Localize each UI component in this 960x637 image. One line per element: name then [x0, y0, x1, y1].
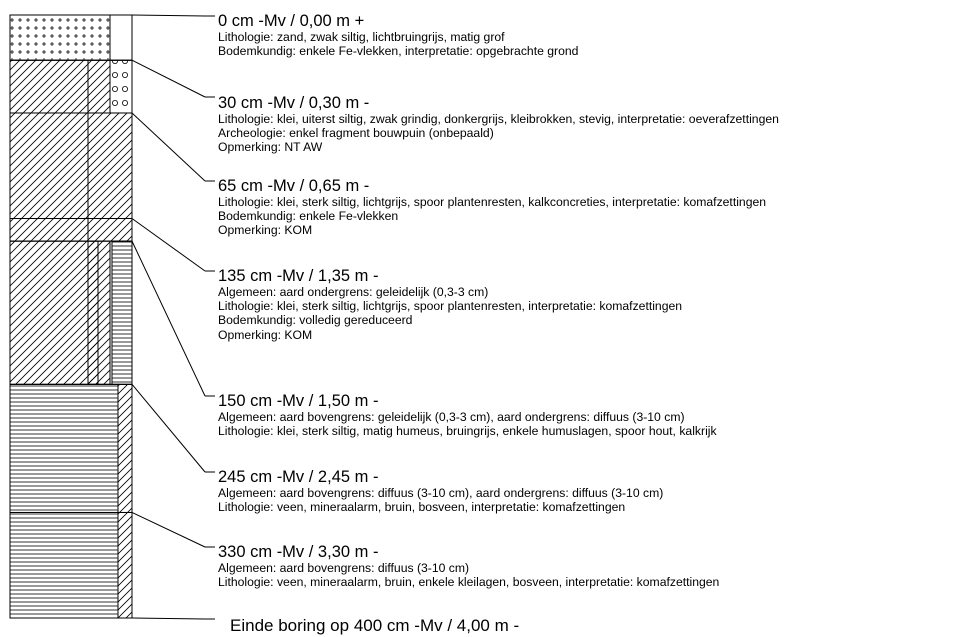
layer-description [218, 392, 960, 438]
depth-label: 135 cm -Mv / 1,35 m - [218, 267, 379, 285]
leader-line [132, 219, 205, 271]
peat-side-block [118, 384, 132, 512]
silt-block [88, 60, 110, 113]
description-line: Lithologie: klei, uiterst siltig, zwak grindig, donkergrijs, kleibrokken, stevig, interpretatie: oeverafzettingen [218, 112, 779, 126]
leader-line [132, 512, 205, 547]
layer-description [218, 543, 960, 589]
silt-block [88, 113, 132, 219]
description-line: Lithologie: klei, sterk siltig, matig humeus, bruingrijs, enkele humuslagen, spoor hout, kalkrijk [218, 424, 717, 439]
depth-label: 245 cm -Mv / 2,45 m - [218, 468, 379, 486]
description-line: Bodemkundig: enkele Fe-vlekken [218, 209, 399, 224]
layer-description [218, 177, 960, 238]
layer-description [218, 12, 960, 58]
description-line: Opmerking: NT AW [218, 140, 323, 155]
description-line: Lithologie: klei, sterk siltig, lichtgrijs, spoor plantenresten, kalkconcreties, interpretatie: komafzettingen [218, 195, 767, 209]
leader-line [132, 618, 205, 619]
description-line: Opmerking: KOM [218, 327, 313, 342]
clay-block [10, 219, 88, 242]
layer-description [218, 468, 960, 514]
end-of-boring-label: Einde boring op 400 cm -Mv / 4,00 m - [230, 616, 520, 635]
sand-block [10, 15, 110, 60]
description-line: Algemeen: aard ondergrens: geleidelijk (0,3-3 cm) [218, 285, 489, 299]
clay-block [10, 113, 88, 219]
description-line: Lithologie: veen, mineraalarm, bruin, bosveen, interpretatie: komafzettingen [218, 500, 626, 515]
sand-grain-block [110, 15, 132, 60]
peat-block [10, 512, 118, 618]
description-line: Algemeen: aard bovengrens: diffuus (3-10 cm) [218, 561, 470, 575]
silt-block [88, 219, 132, 242]
depth-label: 30 cm -Mv / 0,30 m - [218, 94, 370, 112]
depth-label: 330 cm -Mv / 3,30 m - [218, 543, 379, 561]
description-line: Bodemkundig: enkele Fe-vlekken, interpretatie: opgebrachte grond [218, 44, 579, 59]
depth-label: 0 cm -Mv / 0,00 m + [218, 12, 365, 30]
description-line: Algemeen: aard bovengrens: geleidelijk (0,3-3 cm), aard ondergrens: diffuus (3-10 cm) [218, 410, 685, 424]
description-line: Archeologie: enkel fragment bouwpuin (onbepaald) [218, 126, 494, 141]
leader-line [132, 113, 205, 181]
layer-description [218, 94, 960, 155]
leader-line [132, 60, 205, 97]
description-line: Algemeen: aard bovengrens: diffuus (3-10 cm), aard ondergrens: diffuus (3-10 cm) [218, 486, 664, 500]
description-line: Lithologie: klei, sterk siltig, lichtgrijs, spoor plantenresten, interpretatie: komafzettingen [218, 299, 683, 314]
description-line: Opmerking: KOM [218, 223, 313, 238]
description-line: Lithologie: zand, zwak siltig, lichtbruingrijs, matig grof [218, 30, 505, 44]
clay-block [10, 60, 88, 113]
leader-line [132, 15, 205, 16]
depth-label: 150 cm -Mv / 1,50 m - [218, 392, 379, 410]
peat-block [10, 384, 118, 512]
peat-side-block [118, 512, 132, 618]
gravel-block [110, 60, 132, 113]
clay-block [10, 241, 98, 384]
leader-line [132, 384, 205, 472]
layer-description [218, 267, 960, 342]
leader-line [132, 241, 205, 396]
description-line: Lithologie: veen, mineraalarm, bruin, enkele kleilagen, bosveen, interpretatie: komafzettingen [218, 575, 720, 590]
humus-block [112, 241, 132, 384]
description-line: Bodemkundig: volledig gereduceerd [218, 313, 413, 328]
depth-label: 65 cm -Mv / 0,65 m - [218, 177, 370, 195]
silt-block [88, 241, 110, 384]
